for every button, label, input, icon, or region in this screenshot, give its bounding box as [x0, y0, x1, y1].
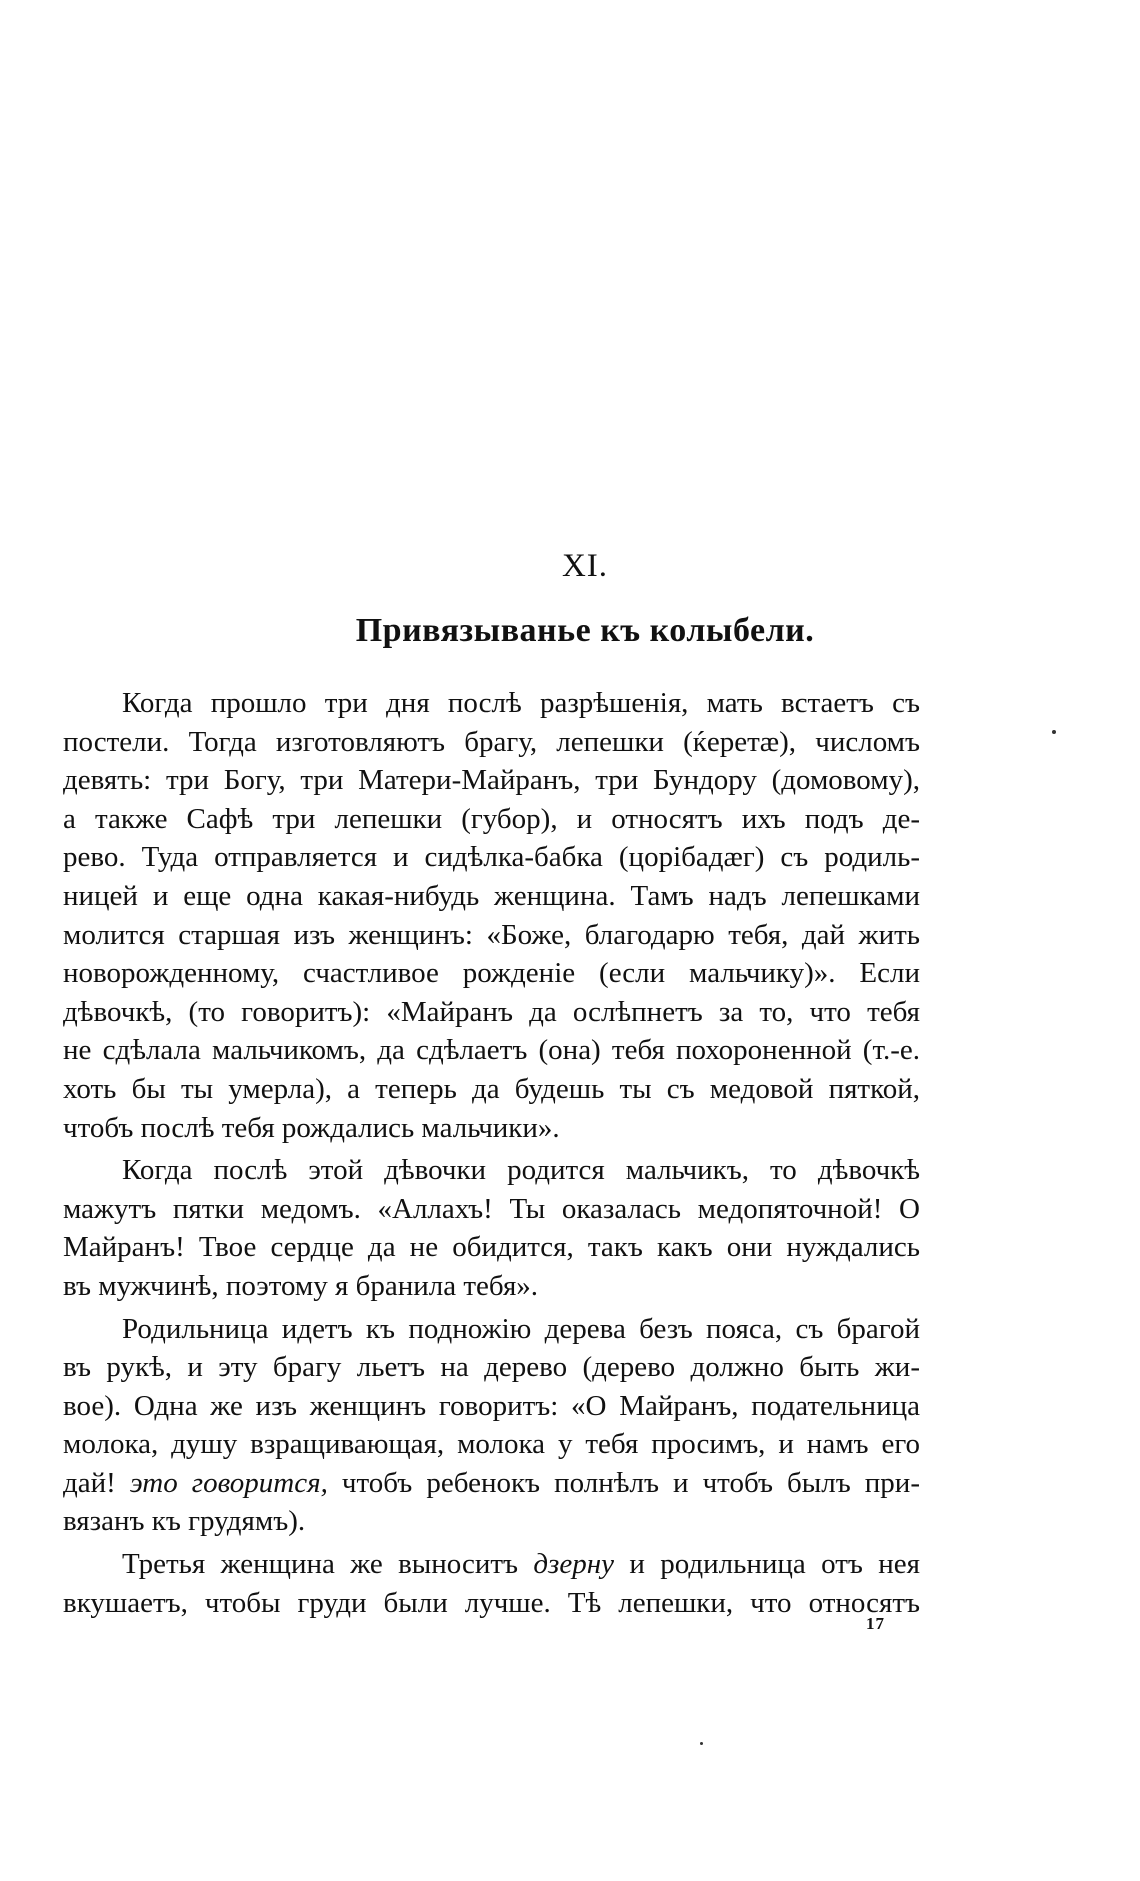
- text-line-mixed: [63, 1545, 920, 1584]
- text-line: въ рукѣ, и эту брагу льетъ на дерево (дерево должно быть жи-: [63, 1351, 920, 1384]
- chapter-number: XI.: [561, 548, 609, 584]
- print-speck: [700, 1742, 703, 1745]
- text-line: молится старшая изъ женщинъ: «Боже, благодарю тебя, дай жить: [63, 918, 920, 951]
- text-line: а также Сафѣ три лепешки (губор), и относятъ ихъ подъ де-: [63, 802, 920, 835]
- text-line: вкушаетъ, чтобы груди были лучше. Тѣ лепешки, что относятъ: [63, 1586, 920, 1619]
- text-segment: чтобъ ребенокъ полнѣлъ и чтобъ былъ при-: [327, 1466, 920, 1499]
- text-line: не сдѣлала мальчикомъ, да сдѣлаетъ (она) тебя похороненной (т.-е.: [63, 1034, 920, 1067]
- text-line: вое). Одна же изъ женщинъ говоритъ: «О Майранъ, подательница: [63, 1389, 920, 1422]
- text-segment: Третья женщина же выноситъ: [122, 1548, 534, 1581]
- text-line: дѣвочкѣ, (то говоритъ): «Майранъ да ослѣпнетъ за то, что тебя: [63, 995, 920, 1028]
- text-line: Родильница идетъ къ подножію дерева безъ пояса, съ брагой: [122, 1312, 920, 1345]
- text-line: чтобъ послѣ тебя рождались мальчики».: [63, 1111, 560, 1144]
- italic-phrase: это говорится,: [129, 1466, 328, 1499]
- page-number: 17: [866, 1614, 885, 1633]
- chapter-title: Привязыванье къ колыбели.: [355, 612, 815, 649]
- print-speck: [1052, 730, 1056, 734]
- text-line: молока, душу взращивающая, молока у тебя просимъ, и намъ его: [63, 1428, 920, 1461]
- text-line: ницей и еще одна какая-нибудь женщина. Тамъ надъ лепешками: [63, 879, 920, 912]
- text-line: мажутъ пятки медомъ. «Аллахъ! Ты оказалась медопяточной! О: [63, 1192, 920, 1225]
- text-line: въ мужчинѣ, поэтому я бранила тебя».: [63, 1269, 539, 1302]
- text-line: новорожденному, счастливое рожденіе (если мальчику)». Если: [63, 957, 920, 990]
- italic-word: дзерну: [533, 1548, 615, 1581]
- text-segment: дай!: [63, 1466, 130, 1499]
- text-line: девять: три Богу, три Матери-Майранъ, три Бундору (домовому),: [63, 764, 920, 797]
- text-segment: и родильница отъ нея: [614, 1548, 920, 1581]
- text-line: рево. Туда отправляется и сидѣлка-бабка (цорібадæг) съ родиль-: [63, 841, 920, 874]
- text-line: постели. Тогда изготовляютъ брагу, лепешки (ќеретæ), числомъ: [63, 725, 920, 758]
- text-line: хоть бы ты умерла), а теперь да будешь ты съ медовой пяткой,: [63, 1072, 920, 1105]
- text-line-mixed: [63, 1464, 920, 1503]
- text-line: Когда послѣ этой дѣвочки родится мальчикъ, то дѣвочкѣ: [122, 1154, 920, 1187]
- body-text: [63, 684, 920, 1622]
- text-line: вязанъ къ грудямъ).: [63, 1505, 306, 1538]
- text-line: Когда прошло три дня послѣ разрѣшенія, мать встаетъ съ: [122, 687, 920, 719]
- text-line: Майранъ! Твое сердце да не обидится, такъ какъ они нуждались: [63, 1231, 920, 1264]
